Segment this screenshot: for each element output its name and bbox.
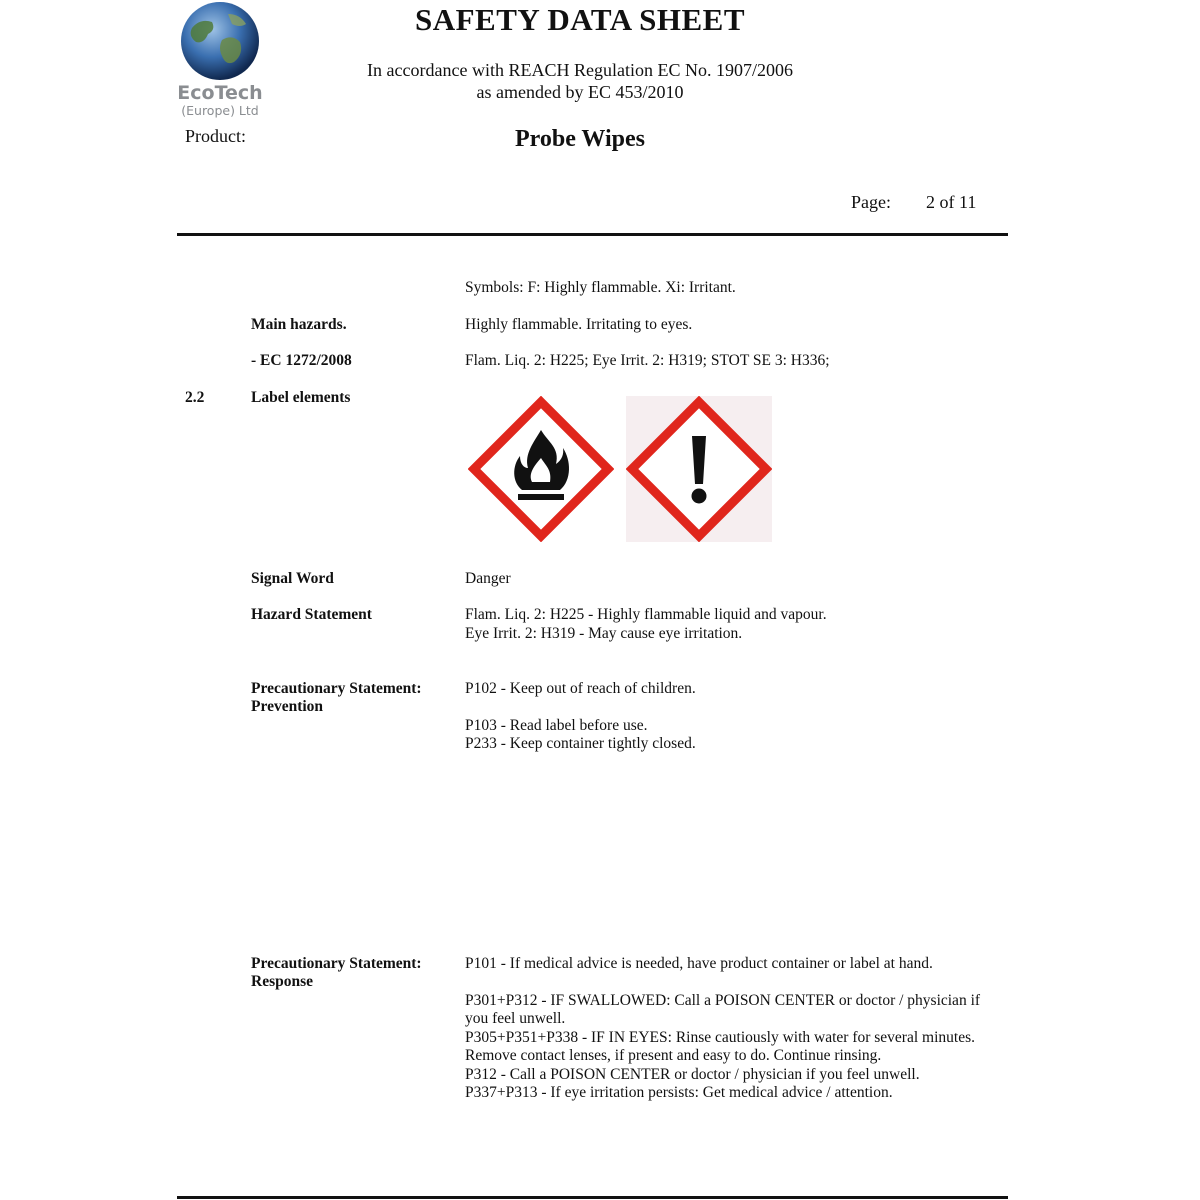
response-statements — [465, 955, 1010, 1103]
response-label — [251, 955, 422, 991]
regulation-line-2: as amended by EC 453/2010 — [476, 82, 684, 102]
hazard-statement-value — [465, 606, 1010, 643]
section-number: 2.2 — [185, 389, 205, 406]
page-number: 2 of 11 — [926, 192, 977, 212]
section-title: Label elements — [251, 389, 351, 406]
product-name: Probe Wipes — [514, 126, 646, 152]
prevention-statements — [465, 680, 1010, 754]
response-line: P312 - Call a POISON CENTER or doctor / physician if you feel unwell. — [465, 1065, 920, 1083]
response-line: P305+P351+P338 - IF IN EYES: Rinse cautiously with water for several minutes. — [465, 1028, 975, 1046]
response-line: Remove contact lenses, if present and easy to do. Continue rinsing. — [465, 1047, 882, 1064]
symbols-value: Symbols: F: Highly flammable. Xi: Irritant. — [465, 279, 736, 296]
ec-regulation-label: - EC 1272/2008 — [251, 352, 352, 369]
response-line: P301+P312 - IF SWALLOWED: Call a POISON CENTER or doctor / physician if — [465, 991, 981, 1009]
company-logo — [170, 0, 270, 125]
response-label-line-2: Response — [251, 973, 314, 990]
hazard-line: Flam. Liq. 2: H225 - Highly flammable liquid and vapour. — [465, 606, 827, 623]
product-label: Product: — [185, 126, 246, 146]
ec-regulation-value: Flam. Liq. 2: H225; Eye Irrit. 2: H319; STOT SE 3: H336; — [465, 352, 830, 369]
signal-word-value: Danger — [465, 570, 511, 587]
flame-icon — [468, 396, 614, 542]
header-divider — [177, 233, 1008, 236]
prevention-label — [251, 680, 422, 716]
logo-line-2: (Europe) Ltd — [181, 103, 259, 118]
exclamation-mark-icon — [626, 396, 772, 542]
logo-text — [170, 82, 270, 118]
signal-word-label: Signal Word — [251, 570, 334, 587]
regulation-line-1: In accordance with REACH Regulation EC No. 1907/2006 — [367, 60, 793, 80]
prevention-line: P103 - Read label before use. — [465, 716, 648, 734]
irritant-pictogram — [626, 396, 772, 542]
response-label-line-1: Precautionary Statement: — [251, 955, 422, 972]
prevention-line: P233 - Keep container tightly closed. — [465, 735, 696, 752]
response-line: P337+P313 - If eye irritation persists: Get medical advice / attention. — [465, 1084, 893, 1101]
main-hazards-label: Main hazards. — [251, 316, 347, 333]
response-line: P101 - If medical advice is needed, have product container or label at hand. — [465, 955, 933, 972]
hazard-line: Eye Irrit. 2: H319 - May cause eye irritation. — [465, 624, 743, 642]
response-line: you feel unwell. — [465, 1010, 566, 1027]
logo-line-1: EcoTech — [177, 82, 263, 104]
prevention-line: P102 - Keep out of reach of children. — [465, 680, 696, 697]
prevention-label-line-2: Prevention — [251, 698, 324, 715]
page-label: Page: — [851, 192, 891, 212]
hazard-statement-label: Hazard Statement — [251, 606, 372, 623]
globe-icon — [170, 0, 270, 82]
footer-divider — [177, 1196, 1008, 1199]
main-hazards-value: Highly flammable. Irritating to eyes. — [465, 316, 693, 333]
document-title: SAFETY DATA SHEET — [414, 2, 746, 37]
prevention-label-line-1: Precautionary Statement: — [251, 680, 422, 697]
flammable-pictogram — [468, 396, 614, 542]
